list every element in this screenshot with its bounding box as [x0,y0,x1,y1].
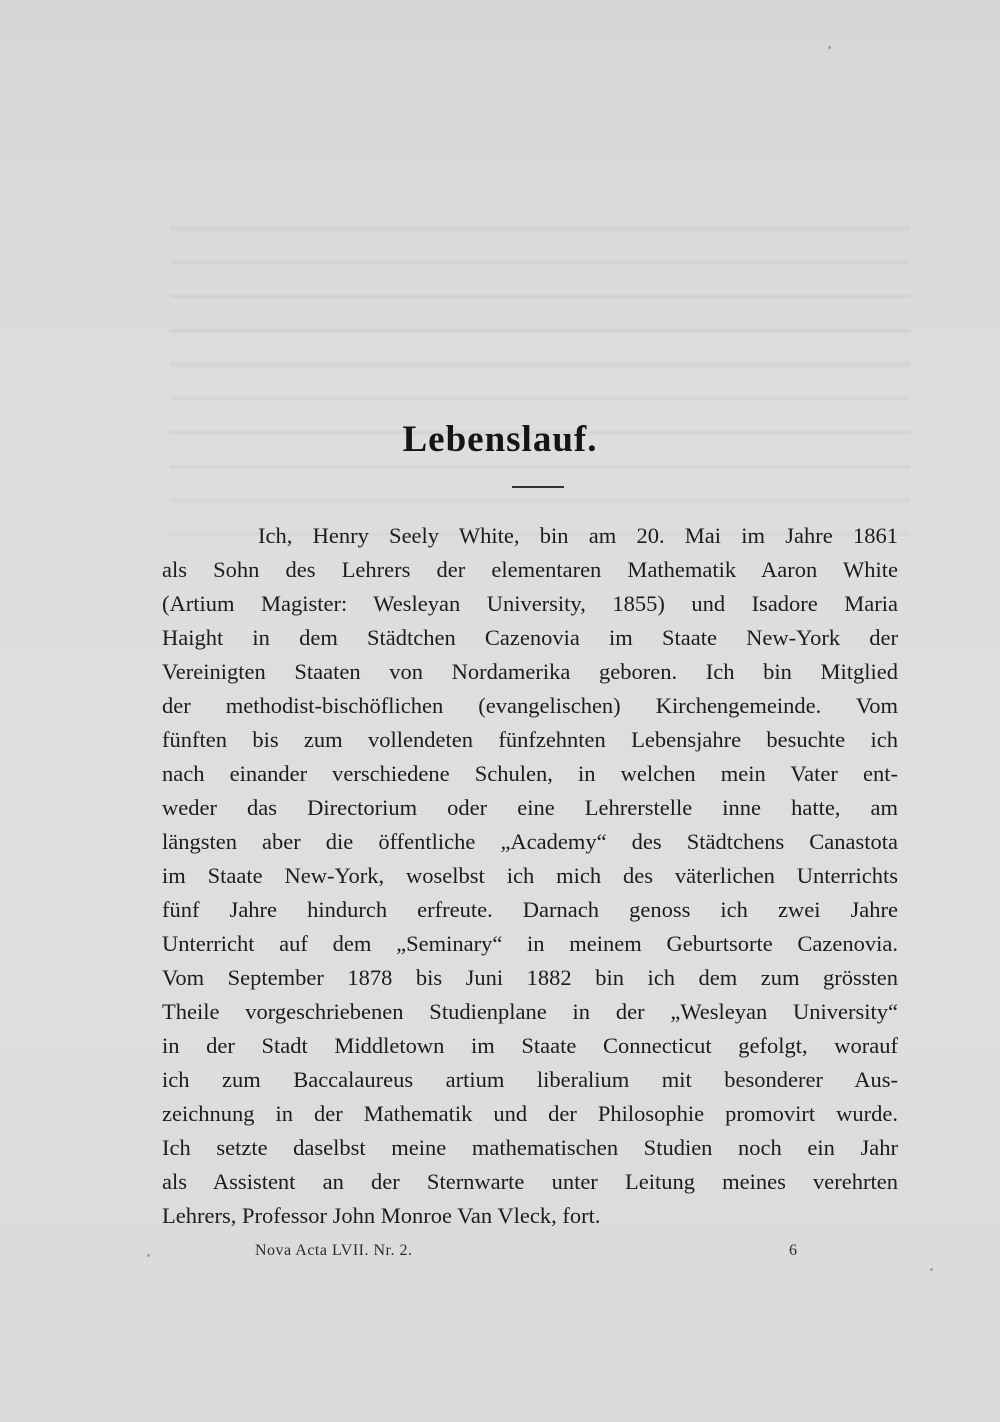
text-line: im Staate New-York, woselbst ich mich des väterlichen Unterrichts [162,863,898,888]
page-title: Lebenslauf. [402,419,598,460]
text-line: fünf Jahre hindurch erfreute. Darnach genoss ich zwei Jahre [162,897,898,922]
text-line: in der Stadt Middletown im Staate Connecticut gefolgt, worauf [162,1033,898,1058]
text-line: als Assistent an der Sternwarte unter Leitung meines verehrten [162,1169,898,1194]
text-line: weder das Directorium oder eine Lehrerstelle inne hatte, am [162,795,898,820]
text-line: der methodist-bischöflichen (evangelischen) Kirchengemeinde. Vom [162,693,898,718]
text-line: Vereinigten Staaten von Nordamerika geboren. Ich bin Mitglied [162,659,898,684]
biography-text [162,519,898,1233]
text-line: fünften bis zum vollendeten fünfzehnten Lebensjahre besuchte ich [162,727,898,752]
text-line: Theile vorgeschriebenen Studienplane in der „Wesleyan University“ [162,999,898,1024]
paper-speck [147,1254,150,1257]
text-line: ich zum Baccalaureus artium liberalium mit besonderer Aus- [162,1067,898,1092]
text-line: Lehrers, Professor John Monroe Van Vleck, fort. [162,1203,601,1228]
text-line: längsten aber die öffentliche „Academy“ des Städtchens Canastota [162,829,898,854]
footer-signature-mark: 6 [789,1242,797,1259]
text-line: Vom September 1878 bis Juni 1882 bin ich dem zum grössten [162,965,898,990]
text-line: Haight in dem Städtchen Cazenovia im Staate New-York der [162,625,898,650]
text-line: (Artium Magister: Wesleyan University, 1855) und Isadore Maria [162,591,898,616]
text-line: zeichnung in der Mathematik und der Philosophie promovirt wurde. [162,1101,898,1126]
text-line: als Sohn des Lehrers der elementaren Mathematik Aaron White [162,557,898,582]
text-line: Unterricht auf dem „Seminary“ in meinem Geburtsorte Cazenovia. [162,931,898,956]
paper-speck [930,1268,933,1271]
footer-journal: Nova Acta LVII. Nr. 2. [255,1242,413,1259]
text-line: Ich, Henry Seely White, bin am 20. Mai im Jahre 1861 [258,523,898,548]
paper-speck [828,46,831,49]
text-line: nach einander verschiedene Schulen, in welchen mein Vater ent- [162,761,898,786]
text-line: Ich setzte daselbst meine mathematischen Studien noch ein Jahr [162,1135,898,1160]
title-rule [512,486,564,488]
